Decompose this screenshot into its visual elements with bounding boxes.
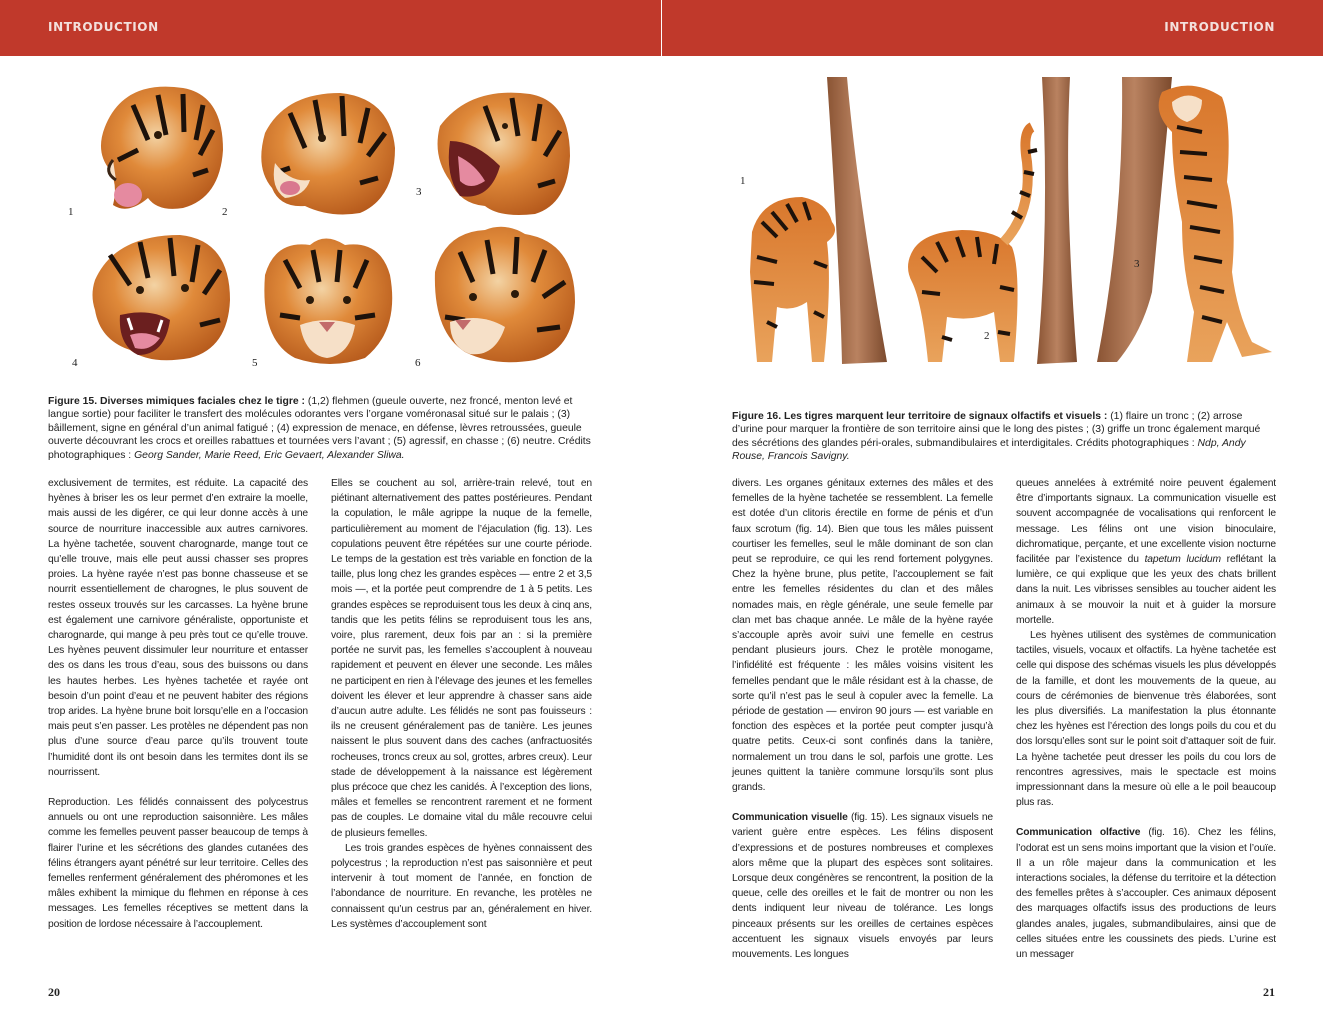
paragraph: Les hyènes utilisent des systèmes de communication tactiles, visuels, vocaux et olfactifs. La hyène tachetée est celle qui dispose des schémas visuels les plus développés de la famille, et dont les mouvements de la queue, au cours de cérémonies de bienvenue très élaborées, sont les plus diversifiés. La manifestation la plus étonnante chez les hyènes est l’érection des longs poils du cou et du dos lorsqu’elles sont sur le point soit d’attaquer soit de fuir. La hyène tachetée peut dresser les poils du cou lors de rencontres agressives, mais le spectacle est moins impressionnant dans la mesure où elle a le poil beaucoup plus ras.	[1016, 630, 1276, 809]
header-title: INTRODUCTION	[48, 20, 159, 34]
figure-number: 5	[252, 357, 258, 369]
text-column	[48, 476, 308, 932]
figure-number: 4	[72, 357, 78, 369]
figure-number: 3	[1134, 258, 1140, 270]
tiger-spraying	[908, 127, 1037, 362]
page-number: 21	[1263, 985, 1275, 999]
paragraph: Reproduction. Les félidés connaissent des polycestrus annuels ou ont une reproduction saisonnière. Les mâles comme les femelles peuvent passer beaucoup de temps à flairer l’urine et les sécrétions des glandes cutanées des félins étrangers ayant pénétré sur leur territoire. Celles des femelles renferment généralement des phéromones et les mâles exhibent la mimique du flehmen en réponse à ces messages. Les femelles réceptives se mettent dans la position de lordose nécessaire à l’accouplement.	[48, 797, 308, 930]
tiger-face-5	[264, 239, 392, 365]
caption-body: (1,2) flehmen (gueule ouverte, nez froncé, menton levé et langue sortie) pour faciliter le transfert des molécules odorantes vers l’organe voméronasal situé sur le palais ; (3) bâillement, signe en général d’un animal fatigué ; (4) expression de menace, en défense, lèvres retroussées, gueule ouverte découvrant les crocs et oreilles rabattues et tournées vers l’avant ; (5) agressif, en chasse ; (6) neutre. Crédits photographiques :	[48, 396, 591, 461]
figure-15-caption	[48, 395, 593, 462]
text-column	[1016, 476, 1276, 962]
tiger-face-1	[101, 87, 223, 209]
figure-16-caption	[732, 410, 1272, 464]
section-title: Communication visuelle	[732, 812, 848, 824]
paragraph: queues annelées à extrémité noire peuvent également être d’importants signaux. La communication visuelle est souvent accompagnée de vocalisations qui renforcent le message. Les félins ont une vision binoculaire, dichromatique, perçante, et une excellente vision nocturne facilitée par l’existence du tapetum lucidum reflétant la lumière, ce qui explique que les yeux des chats brillent dans la nuit. Les vibrisses sensibles au toucher aident les animaux à se mouvoir la nuit et à guider la morsure mortelle.	[1016, 478, 1276, 626]
tiger-face-2	[261, 93, 395, 214]
caption-body: (1) flaire un tronc ; (2) arrose d’urine pour marquer la frontière de son territoire ainsi que le long des pistes ; (3) griffe un tronc également marqué des sécrétions des glandes péri-orales, submandibulaires et interdigitales. Crédits photographiques :	[732, 411, 1261, 449]
figure-number: 1	[740, 175, 746, 187]
page-header	[662, 0, 1323, 56]
figure-16-tiger-marking	[732, 72, 1292, 372]
paragraph: Elles se couchent au sol, arrière-train relevé, tout en piétinant alternativement des pattes postérieures. Pendant la copulation, le mâle agrippe la nuque de la femelle, particulièrement au moment de l’éjaculation (fig. 13). Les copulations peuvent être répétées sur une courte période. Le temps de la gestation est très variable en fonction de la taille, plus long chez les grandes espèces — entre 2 et 3,5 mois —, et la portée peut comprendre de 1 à 5 petits. Les grandes espèces se reproduisent tous les deux à cinq ans, tandis que les petits félins se reproduisent tous les ans, voire, plus rarement, deux fois par an : si la première portée ne survit pas, les femelles s’accouplent à nouveau rapidement et peuvent en élever une seconde. Les mâles ne participent en rien à l’élevage des jeunes et les femelles doivent les élever et leur apprendre à chasser sans aide d’aucun autre adulte. Les félidés ne sont pas fouisseurs : ils ne creusent généralement pas de tanière. Les jeunes naissent le plus souvent dans des caches (anfractuosités rocheuses, troncs creux au sol, grottes, arbres creux). Leur stade de développement à la naissance est légèrement plus précoce que chez les canidés. À l’exception des lions, mâles et femelles se rencontrent rarement et ne forment pas de couples. Le domaine vital du mâle recouvre celui de plusieurs femelles.	[331, 478, 592, 839]
text-column	[732, 476, 993, 962]
paragraph: exclusivement de termites, est réduite. La capacité des hyènes à briser les os leur permet d’en extraire la moelle, mais aussi de les digérer, ce qui leur donne accès à une source de nourriture inaccessible aux autres carnivores. La hyène tachetée, souvent charognarde, mange tout ce qu’elle trouve, mais elle peut aussi chasser ses propres proies. La hyène rayée n’est pas bonne chasseuse et se nourrit essentiellement de charognes, le plus souvent de restes osseux trouvés sur les carcasses. La hyène brune est également une carnivore généraliste, opportuniste et charognarde, qui mange à peu près tout ce qu’elle trouve. Les hyènes peuvent dissimuler leur nourriture et entasser des os dans les trous d’eau, sous des buissons ou dans les hautes herbes. Les hyènes tachetée et rayée ont besoin d’un point d’eau et ne peuvent habiter des régions trop arides. La hyène brune boit lorsqu’elle en a l’occasion mais peut s’en passer. Les protèles ne dépendent pas non plus d’une source d’eau parce qu’ils trouvent toute l’humidité dont ils ont besoin dans les termites dont ils se nourrissent.	[48, 478, 308, 778]
paragraph: Communication olfactive (fig. 16). Chez les félins, l’odorat est un sens moins important que la vision et l’ouïe. Il a un rôle majeur dans la communication et les interactions sociales, la défense du territoire et la détection des femelles prêtes à s’accoupler. Ces animaux déposent des marquages olfactifs issus des productions de leurs glandes anales, jugales, submandibulaires, ainsi que de celles situées entre les coussinets des pieds. L’urine est un messager	[1016, 827, 1276, 961]
caption-credits: Georg Sander, Marie Reed, Eric Gevaert, Alexander Sliwa.	[134, 449, 405, 461]
tree-trunk-2	[1037, 77, 1077, 364]
tiger-face-3	[438, 93, 570, 215]
tree-trunk-3	[1097, 77, 1172, 362]
paragraph: Les trois grandes espèces de hyènes connaissent des polycestrus ; la reproduction n’est pas saisonnière et peut intervenir à tout moment de l’année, en fonction de l’abondance de nourriture. En revanche, les protèles ne connaissent qu’un cestrus par an, généralement en hiver. Les systèmes d’accouplement sont	[331, 842, 592, 930]
tiger-face-4	[93, 235, 231, 360]
paragraph: divers. Les organes génitaux externes des mâles et des femelles de la hyène tachetée se ressemblent. La femelle est dotée d’un clitoris érectile en forme de pénis et d’un faux scrotum (fig. 14). Bien que tous les mâles puissent courtiser les femelles, seul le mâle dominant de son clan peut se reproduire, ce qui les rend fortement polygynes. Chez la hyène brune, plus petite, l’accouplement se fait entre les femelles résidentes du clan et des mâles nomades mais, en règle générale, une seule femelle par clan met bas chaque année. Le mâle de la hyène rayée s’accouple après avoir suivi une femelle en cestrus pendant plusieurs jours. Chez le protèle monogame, l’infidélité est fréquente : les mâles voisins visitent les femelles pendant que le mâle résidant est à la chasse, de sorte qu’il n’est pas le seul à copuler avec la femelle. La période de gestation — environ 90 jours — est variable en fonction des espèces et la portée peut compter jusqu’à quatre petits. Ceux-ci sont confinés dans la tanière, normalement un trou dans le sol, parfois une grotte. Les jeunes quittent la tanière commune lorsqu’ils sont plus grands.	[732, 478, 993, 794]
left-page	[0, 0, 661, 1016]
tiger-face-6	[435, 227, 575, 362]
tree-trunk-1	[827, 77, 887, 364]
figure-15-tiger-faces	[50, 70, 610, 390]
figure-number: 1	[68, 206, 74, 218]
figure-number: 2	[984, 330, 990, 342]
caption-credits: Ndp, Andy Rouse, Francois Savigny.	[732, 437, 1246, 463]
caption-title: Figure 15. Diverses mimiques faciales chez le tigre :	[48, 396, 305, 407]
paragraph: Communication visuelle (fig. 15). Les signaux visuels ne varient guère entre espèces. Les félins disposent d’expressions et de postures nombreuses et complexes alors même que la plupart des espèces sont solitaires. Lorsque deux congénères se rencontrent, la position de la queue, celle des oreilles et le fait de montrer ou non les dents indiquent leur niveau de tolérance. Les longs pinceaux présents sur les oreilles de certaines espèces accentuent les signaux visuels envoyés par leurs mouvements. Les longues	[732, 812, 993, 961]
figure-number: 6	[415, 357, 421, 369]
tiger-clawing	[1159, 86, 1272, 362]
header-title: INTRODUCTION	[1164, 20, 1275, 34]
section-title: Communication olfactive	[1016, 827, 1141, 839]
tiger-sniffing	[750, 197, 835, 362]
figure-number: 2	[222, 206, 228, 218]
caption-title: Figure 16. Les tigres marquent leur territoire de signaux olfactifs et visuels :	[732, 411, 1108, 422]
page-header	[0, 0, 661, 56]
text-column	[331, 476, 592, 932]
page-number: 20	[48, 985, 60, 999]
right-page	[662, 0, 1323, 1016]
figure-number: 3	[416, 186, 422, 198]
